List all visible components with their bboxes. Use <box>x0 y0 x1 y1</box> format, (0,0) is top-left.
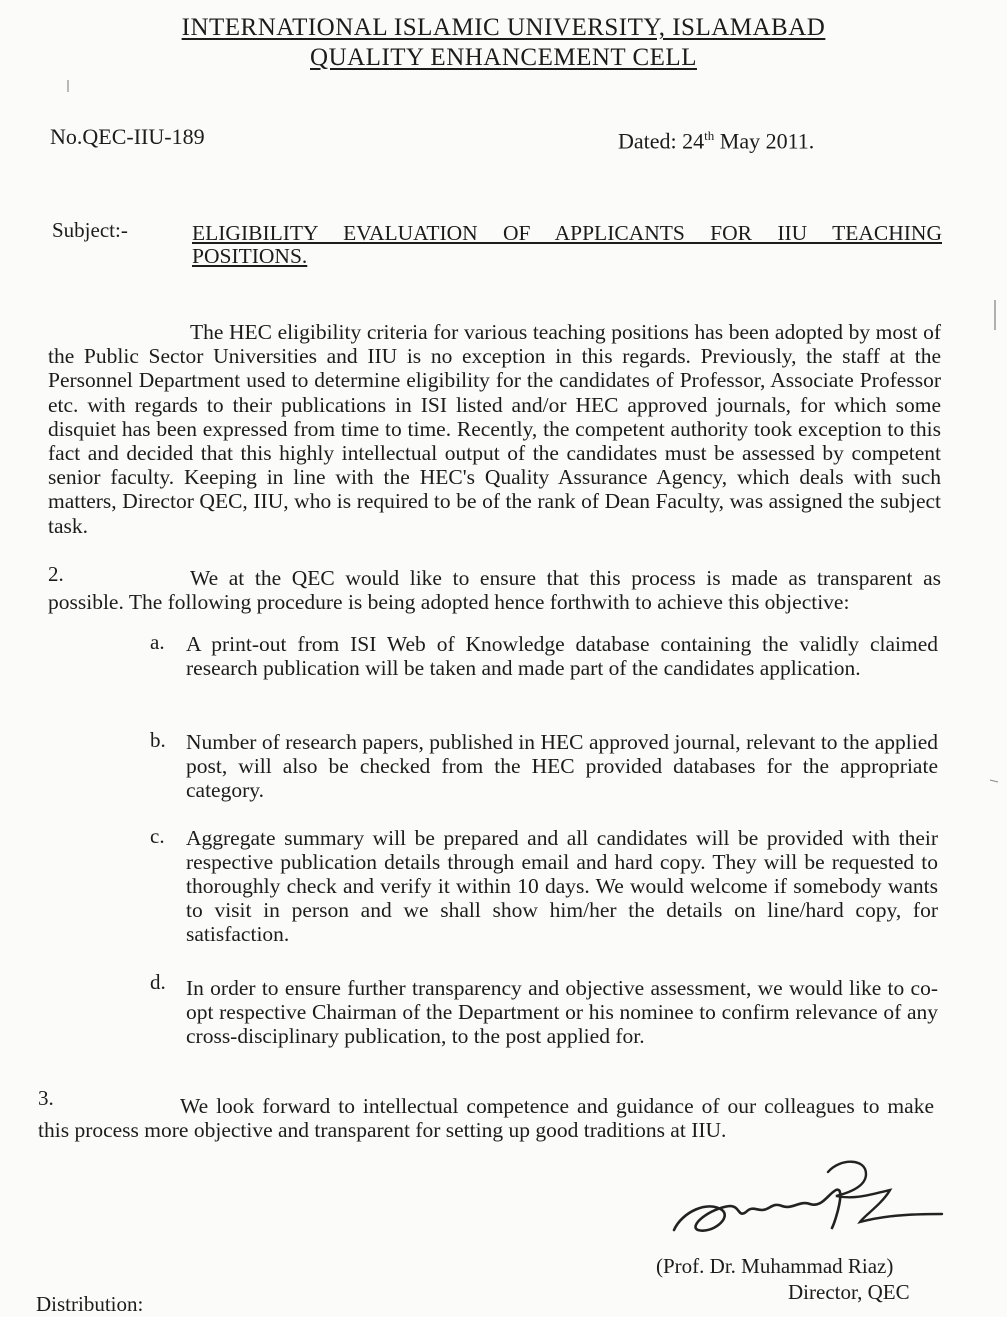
paragraph-3-number: 3. <box>38 1086 54 1110</box>
subject-label: Subject:- <box>52 218 128 242</box>
item-d-text: In order to ensure further transparency and objective assessment, we would like to co-opt respective Chairman of the Department or his nominee to confirm relevance of any cross-disciplinary publication, to the post applied for. <box>186 976 938 1048</box>
signatory-name: (Prof. Dr. Muhammad Riaz) <box>656 1254 894 1278</box>
item-a-text: A print-out from ISI Web of Knowledge database containing the validly claimed research publication will be taken and made part of the candidates application. <box>186 632 938 680</box>
paragraph-2: We at the QEC would like to ensure that this process is made as transparent as possible. The following procedure is being adopted hence forthwith to achieve this objective: <box>48 566 941 615</box>
item-b-letter: b. <box>150 728 166 752</box>
letter-date: Dated: 24th May 2011. <box>618 128 815 154</box>
reference-number: No.QEC-IIU-189 <box>50 124 205 149</box>
subject-text: ELIGIBILITY EVALUATION OF APPLICANTS FOR IIU TEACHING POSITIONS. <box>192 221 942 268</box>
university-title: INTERNATIONAL ISLAMIC UNIVERSITY, ISLAMABAD <box>181 14 826 41</box>
signatory-title: Director, QEC <box>788 1280 910 1304</box>
paragraph-1: The HEC eligibility criteria for various teaching positions has been adopted by most of the Public Sector Universities and IIU is no exception in this regards. Previously, the staff at the Personnel Department used to determine eligibility for the candidates of Professor, Associate Professor etc. with regards to their publications in ISI listed and/or HEC approved journals, for which some disquiet has been expressed from time to time. Recently, the competent authority took exception to this fact and decided that this highly intellectual output of the candidates must be assessed by competent senior faculty. Keeping in line with the HEC's Quality Assurance Agency, which deals with such matters, Director QEC, IIU, who is required to be of the rank of Dean Faculty, was assigned the subject task. <box>48 320 941 538</box>
item-b-text: Number of research papers, published in HEC approved journal, relevant to the applied post, will also be checked from the HEC provided databases for the appropriate category. <box>186 730 938 802</box>
paragraph-3: We look forward to intellectual competence and guidance of our colleagues to make this process more objective and transparent for setting up good traditions at IIU. <box>38 1094 934 1143</box>
distribution-label: Distribution: <box>36 1292 144 1316</box>
item-d-letter: d. <box>150 970 166 994</box>
item-c-letter: c. <box>150 824 165 848</box>
paragraph-2-number: 2. <box>48 562 64 586</box>
item-c-text: Aggregate summary will be prepared and all candidates will be provided with their respective publication details through email and hard copy. They will be requested to thoroughly check and verify it within 10 days. We would welcome if somebody wants to visit in person and we shall show him/her the details on line/hard copy, for satisfaction. <box>186 826 938 946</box>
cell-title: QUALITY ENHANCEMENT CELL <box>310 44 697 71</box>
item-a-letter: a. <box>150 630 165 654</box>
